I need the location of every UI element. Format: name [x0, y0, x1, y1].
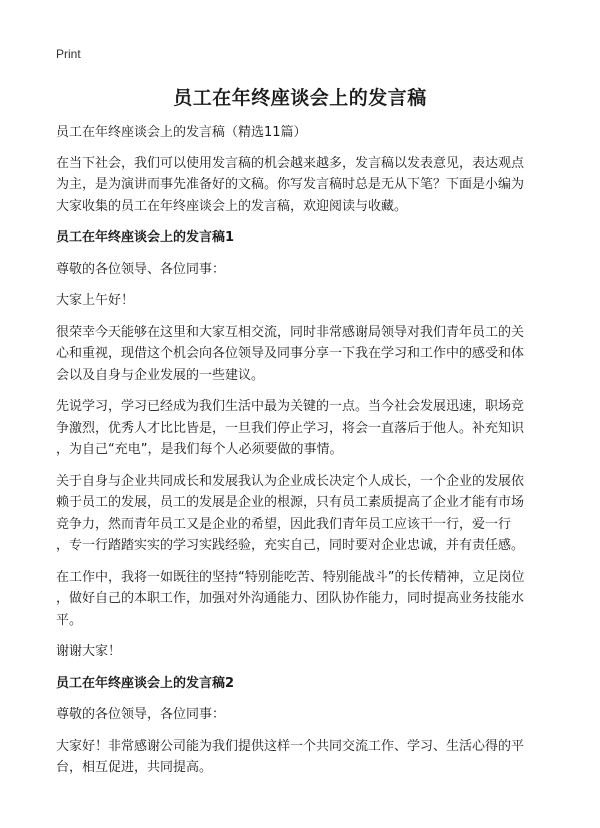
document-body: [56, 122, 548, 789]
body-paragraph: 先说学习，学习已经成为我们生活中最为关键的一点。当今社会发展迅速，职场竞 争激烈，优秀人才比比皆是，一旦我们停止学习，将会一直落后于他人。补充知识 ，为自己“充电”，是我们每个人必须要做的事情。: [56, 399, 525, 457]
print-link[interactable]: Print: [56, 47, 81, 61]
salutation: 尊敬的各位领导、各位同事：: [56, 261, 226, 277]
greeting: 大家上午好！: [56, 293, 135, 308]
body-paragraph: 很荣幸今天能够在这里和大家互相交流，同时非常感谢局领导对我们青年员工的关 心和重视，现借这个机会向各位领导及同事分享一下我在学习和工作中的感受和体 会以及自身与企业发展的一些建议。: [56, 324, 525, 383]
document-subtitle: 员工在年终座谈会上的发言稿（精选11篇）: [56, 125, 307, 140]
section-heading: 员工在年终座谈会上的发言稿2: [56, 675, 235, 691]
body-paragraph: 在工作中，我将一如既往的坚持“特别能吃苦、特别能战斗”的长传精神，立足岗位 ，做好自己的本职工作，加强对外沟通能力、团队协作能力，同时提高业务技能水 平。: [56, 569, 525, 628]
section-heading: 员工在年终座谈会上的发言稿1: [56, 230, 235, 245]
body-paragraph: 关于自身与企业共同成长和发展我认为企业成长决定个人成长，一个企业的发展依 赖于员工的发展，员工的发展是企业的根源，只有员工素质提高了企业才能有市场 竞争力，然而青年员工又是企业的希望，因此我们青年员工应该干一行，爱一行 ，专一行踏踏实实的学习实践经验，充实自己，同时要对企业忠诚，并有责任感。: [56, 473, 525, 553]
page-title: 员工在年终座谈会上的发言稿: [173, 87, 427, 109]
intro-paragraph: 在当下社会，我们可以使用发言稿的机会越来越多，发言稿以发表意见，表达观点 为主，是为演讲而事先准备好的文稿。你写发言稿时总是无从下笔？下面是小编为 大家收集的员工在年终座谈会上的发言稿，欢迎阅读与收藏。: [56, 155, 525, 214]
closing: 谢谢大家！: [56, 644, 122, 659]
salutation: 尊敬的各位领导，各位同事：: [56, 707, 226, 722]
body-paragraph: 大家好！非常感谢公司能为我们提供这样一个共同交流工作、学习、生活心得的平 台，相互促进，共同提高。: [56, 738, 525, 775]
